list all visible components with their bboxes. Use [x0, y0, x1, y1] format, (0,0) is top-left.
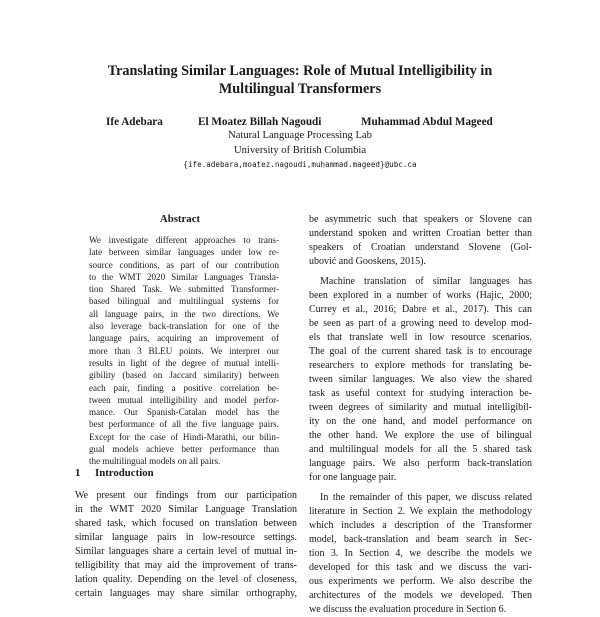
text-line: the multilingual models on all pairs.: [89, 456, 221, 467]
text-line: shared task, which focused on translation between: [75, 518, 297, 529]
text-line: best performance of all the five language pairs.: [89, 419, 279, 430]
title-line-1: Translating Similar Languages: Role of Mutual Intelligibility in: [107, 63, 493, 79]
paper-title: [60, 62, 540, 98]
text-line: all language pairs, in the two directions. We: [89, 308, 279, 319]
paragraph: [309, 275, 532, 485]
text-line: be asymmetric such that speakers or Slovene can: [309, 214, 532, 225]
text-line: mance. Our Spanish-Catalan model has the: [89, 407, 279, 418]
abstract-heading: Abstract: [159, 213, 201, 225]
abstract-body: [89, 234, 279, 468]
text-line: language pairs. We also perform back-translation: [309, 458, 532, 469]
text-line: for one language pair.: [309, 472, 397, 483]
text-line: in the WMT 2020 Similar Language Translation: [75, 504, 297, 515]
text-line: also leverage back-translation for one of the: [89, 321, 279, 332]
text-line: ity on the one hand, and model performance on: [309, 416, 532, 427]
text-line: model, back-translation and beam search in Sec-: [309, 534, 532, 545]
text-line: Currey et al., 2016; Dabre et al., 2017). This can: [309, 304, 532, 315]
text-line: more than 3 BLEU points. We interpret our: [89, 345, 279, 356]
text-line: Similar languages share a certain level of mutual in-: [75, 546, 297, 557]
text-line: understand spoken and written Croatian better than: [309, 228, 532, 239]
text-line: researchers to explore methods for translating be-: [309, 360, 532, 371]
text-line: els that translate well in low resource scenarios.: [309, 332, 532, 343]
text-line: lation quality. Depending on the level of closeness,: [75, 574, 297, 585]
paragraph: [309, 213, 532, 269]
text-line: gual models achieve better performance than: [89, 444, 279, 455]
text-line: and multilingual models for all the 5 shared task: [309, 444, 532, 455]
text-line: In the remainder of this paper, we discuss related: [320, 492, 532, 503]
text-line: The goal of the current shared task is to encourage: [309, 346, 532, 357]
text-line: literature in Section 2. We explain the methodology: [309, 506, 532, 517]
affiliation-lab: Natural Language Processing Lab: [228, 130, 372, 141]
text-line: gibility (based on Jaccard similarity) between: [89, 370, 279, 381]
text-line: speakers of Croatian understand Slovene (Gol-: [309, 242, 532, 253]
text-line: tween degrees of similarity and mutual intelligibil-: [309, 402, 532, 413]
right-column-body: [309, 213, 532, 617]
text-line: Machine translation of similar languages has: [320, 276, 532, 287]
text-line: source conditions, as part of our contribution: [89, 259, 279, 270]
text-line: task as useful context for studying interaction be-: [309, 388, 532, 399]
text-line: which includes a description of the Transformer: [309, 520, 532, 531]
text-line: ous experiments we perform. We also describe the: [309, 576, 532, 587]
text-line: we discuss the evaluation procedure in Section 6.: [309, 604, 507, 615]
text-line: be seen as part of a growing need to develop mod-: [309, 318, 532, 329]
text-line: each pair, finding a positive correlation be-: [89, 382, 279, 393]
text-line: certain languages may share similar orthography,: [75, 588, 297, 599]
text-line: late between similar languages under low re-: [89, 247, 279, 258]
text-line: We investigate different approaches to trans-: [89, 235, 279, 245]
text-line: been explored in a number of works (Hajic, 2000;: [309, 290, 532, 301]
text-line: tween mutual intelligibility and model perfor-: [89, 394, 279, 405]
text-line: tion 3. In Section 4, we describe the models we: [309, 548, 532, 559]
text-line: architectures of the models we developed. Then: [309, 590, 532, 601]
text-line: Except for the case of Hindi-Marathi, our bilin-: [89, 431, 279, 442]
author-3: Muhammad Abdul Mageed: [361, 116, 493, 128]
text-line: telligibility that may aid the improvement of trans-: [75, 560, 297, 571]
author-2: El Moatez Billah Nagoudi: [198, 116, 322, 128]
text-line: developed for this task and we discuss the vari-: [309, 562, 532, 573]
author-emails: {ife.adebara,moatez.nagoudi,muhammad.mageed}@ubc.ca: [183, 160, 417, 169]
introduction-body: [75, 489, 297, 601]
affiliation-university: University of British Columbia: [233, 145, 367, 156]
text-line: to the WMT 2020 Similar Languages Transla-: [89, 271, 279, 282]
text-line: We present our findings from our participation: [75, 490, 297, 501]
paragraph: [309, 491, 532, 617]
title-line-2: Multilingual Transformers: [218, 81, 382, 97]
text-line: similar language pairs in low-resource settings.: [75, 532, 297, 543]
text-line: based bilingual and multilingual systems for: [89, 296, 279, 307]
text-line: results in light of the degree of mutual intelli-: [89, 357, 279, 368]
text-line: ubović and Gooskens, 2015).: [309, 256, 426, 267]
author-1: Ife Adebara: [106, 116, 163, 128]
text-line: language pairs, acquiring an improvement of: [89, 333, 279, 344]
text-line: tween similar languages. We also view the shared: [309, 374, 532, 385]
introduction-heading: [75, 467, 154, 479]
section-title: Introduction: [95, 467, 154, 479]
section-number: 1: [75, 467, 81, 479]
text-line: the other hand. We explore the use of bilingual: [309, 430, 532, 441]
text-line: tion Shared Task. We submitted Transformer-: [89, 284, 279, 295]
